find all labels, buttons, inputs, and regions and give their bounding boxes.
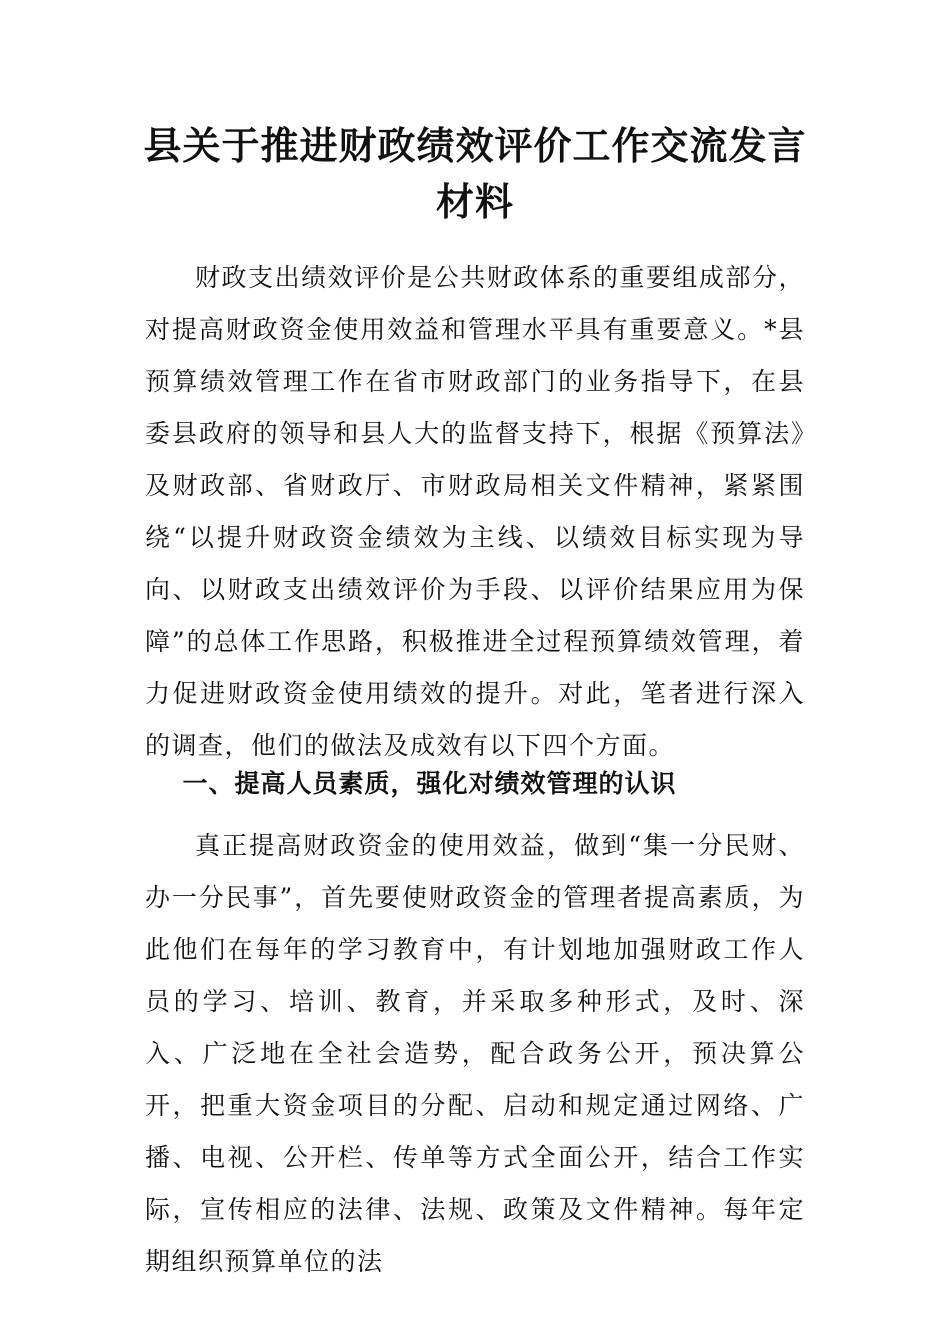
- intro-paragraph: 财政支出绩效评价是公共财政体系的重要组成部分，对提高财政资金使用效益和管理水平具有重要意义。*县预算绩效管理工作在省市财政部门的业务指导下，在县委县政府的领导和县人大的监督支持下，根据《预算法》及财政部、省财政厅、市财政局相关文件精神，紧紧围绕“以提升财政资金绩效为主线、以绩效目标实现为导向、以财政支出绩效评价为手段、以评价结果应用为保障”的总体工作思路，积极推进全过程预算绩效管理，着力促进财政资金使用绩效的提升。对此，笔者进行深入的调查，他们的做法及成效有以下四个方面。: [145, 263, 805, 760]
- document-title: 县关于推进财政绩效评价工作交流发言材料: [143, 123, 807, 224]
- section-heading: 一、提高人员素质，强化对绩效管理的认识: [182, 769, 677, 798]
- section-paragraph: 真正提高财政资金的使用效益，做到“集一分民财、办一分民事”，首先要使财政资金的管理者提高素质，为此他们在每年的学习教育中，有计划地加强财政工作人员的学习、培训、教育，并采取多种形式，及时、深入、广泛地在全社会造势，配合政务公开，预决算公开，把重大资金项目的分配、启动和规定通过网络、广播、电视、公开栏、传单等方式全面公开，结合工作实际，宣传相应的法律、法规、政策及文件精神。每年定期组织预算单位的法: [145, 831, 805, 1276]
